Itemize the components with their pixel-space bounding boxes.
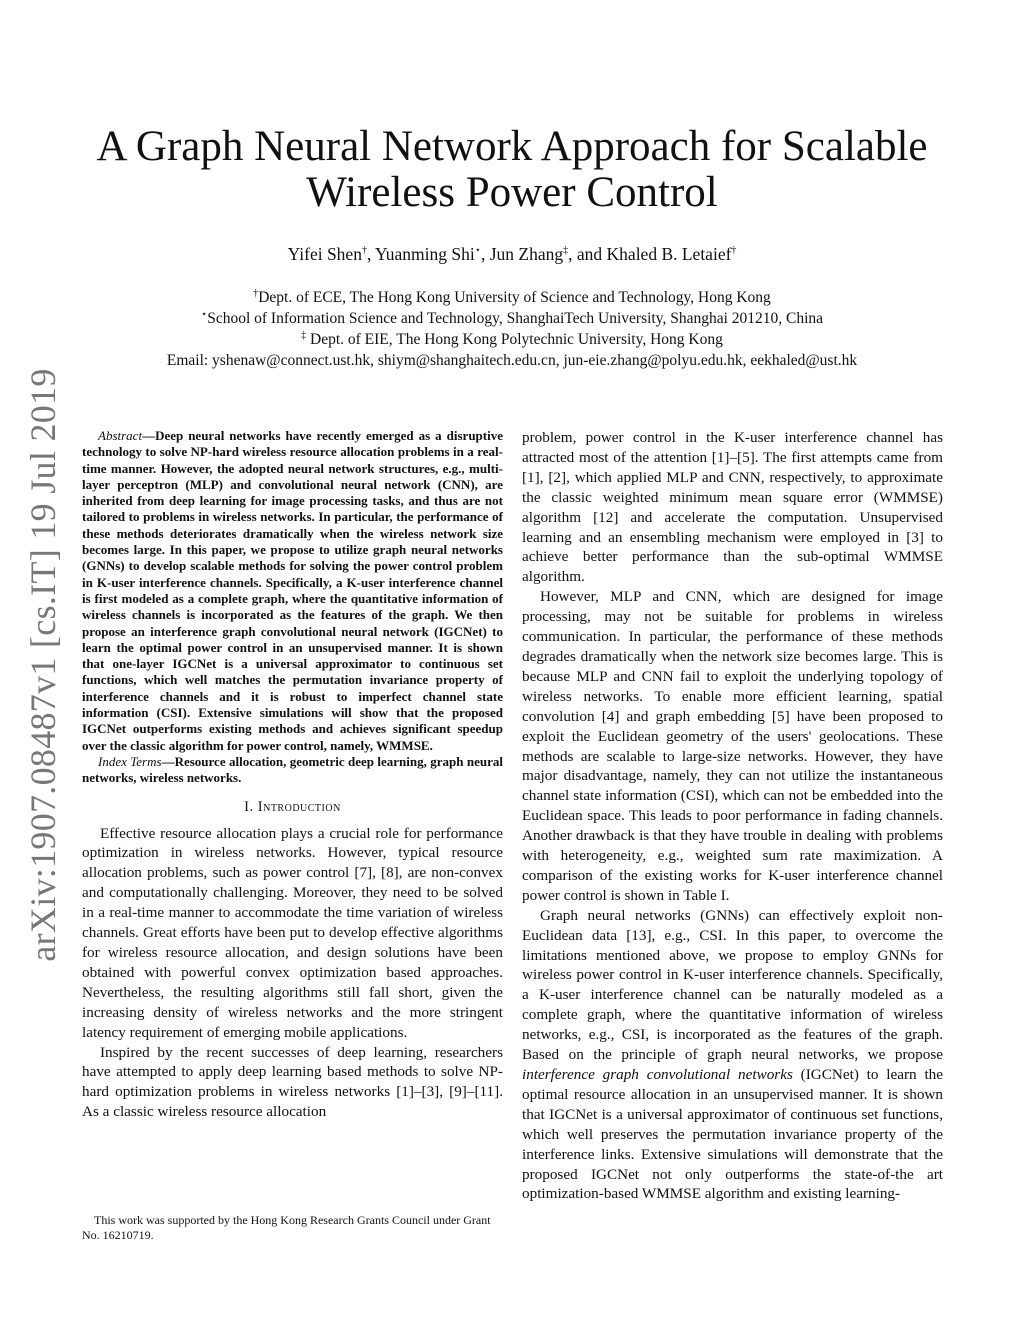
affil-2-mark: ⋆ [200, 308, 208, 320]
intro-paragraph-2: Inspired by the recent successes of deep learning, researchers have attempted to apply deep learning based methods to solve NP-hard optimization problems in wireless networks [1]–[3], [9]–[11]. As a classic wireless resource allocation [82, 1043, 503, 1121]
right-column [522, 428, 943, 1204]
affil-3-mark: ‡ [301, 329, 307, 341]
arxiv-stamp [18, 368, 68, 962]
affil-2-text: School of Information Science and Technology, ShanghaiTech University, Shanghai 201210, China [207, 310, 824, 327]
index-terms-text: —Resource allocation, geometric deep learning, graph neural networks, wireless networks. [82, 753, 503, 786]
paper-title [80, 124, 944, 216]
affil-1-mark: † [253, 287, 259, 299]
footnote: This work was supported by the Hong Kong Research Grants Council under Grant No. 16210719. [82, 1213, 491, 1242]
author-4: , and Khaled B. Letaief [568, 244, 732, 264]
arxiv-stamp-text: arXiv:1907.08487v1 [cs.IT] 19 Jul 2019 [23, 368, 63, 962]
abstract-label: Abstract [98, 428, 143, 443]
index-terms-label: Index Terms [98, 753, 162, 769]
section-title: Introduction [257, 798, 341, 815]
abstract-text: —Deep neural networks have recently emerged as a disruptive technology to solve NP-hard wireless resource allocation problems in a real-time manner. However, the adopted neural network structures, e.g., multi-layer perceptron (MLP) and convolutional neural network (CNN), are inherited from deep learning for image processing tasks, and thus are not tailored to problems in wireless networks. In particular, the performance of these methods deteriorates dramatically when the wireless network size becomes large. In this paper, we propose to utilize graph neural networks (GNNs) to develop scalable methods for solving the power control problem in K-user interference channels. Specifically, a K-user interference channel is first modeled as a complete graph, where the quantitative information of wireless channels is incorporated as the features of the graph. We then propose an interference graph convolutional neural network (IGCNet) to learn the optimal power control in an unsupervised manner. It is shown that one-layer IGCNet is a universal approximator to continuous set functions, which well matches the permutation invariance property of interference channels and it is robust to imperfect channel state information (CSI). Extensive simulations will show that the proposed IGCNet outperforms existing methods and achieves significant speedup over the classic algorithm for power control, namely, WMMSE. [82, 428, 503, 753]
affiliation-2 [80, 308, 944, 329]
abstract [82, 428, 503, 787]
intro-paragraph-1: Effective resource allocation plays a crucial role for performance optimization in wireless networks. However, typical resource allocation problems, such as power control [7], [8], are non-convex and computationally challenging. Moreover, they need to be solved in a real-time manner to accommodate the time variation of wireless channels. Great efforts have been put to develop effective algorithms for wireless resource allocation, and design solutions have been obtained with powerful convex optimization based approaches. Nevertheless, the resulting algorithms still fall short, given the increasing density of wireless networks and the more stringent latency requirement of emerging mobile applications. [82, 824, 503, 1041]
dagger-mark-2: † [731, 245, 737, 257]
section-heading [82, 799, 503, 816]
author-3: , Jun Zhang [480, 244, 564, 264]
section-number: I. [244, 798, 258, 815]
author-1: Yifei Shen [287, 244, 362, 264]
affiliations [80, 287, 944, 371]
right-paragraph-2: However, MLP and CNN, which are designed for image processing, may not be suitable for problems in wireless communication. In particular, the performance of these methods degrades dramatically when the network size becomes large. This is because MLP and CNN fail to exploit the underlying topology of wireless networks. To enable more efficient learning, spatial convolution [4] and graph embedding [5] have been proposed to exploit the Euclidean geometry of the users' geolocations. These methods are scalable to large-size networks. However, they have major disadvantage, namely, they can not utilize the instantaneous channel state information (CSI), which can not be embedded into the Euclidean space. This leads to poor performance in fading channels. Another drawback is that they have trouble in dealing with problems with heterogeneity, e.g., weighted sum rate maximization. A comparison of the existing works for K-user interference channel power control is shown in Table I. [522, 588, 943, 904]
abstract-paragraph [82, 428, 503, 754]
affiliation-1 [80, 287, 944, 308]
affiliation-3 [80, 329, 944, 350]
dagger-mark: † [361, 245, 367, 257]
right-paragraph-3-b: (IGCNet) to learn the optimal resource allocation in an unsupervised manner. It is shown that IGCNet is a universal approximator of continuous set functions, which well preserves the permutation invariance property of the interference links. Extensive simulations will demonstrate that the proposed IGCNet not only outperforms the state-of-the art optimization-based WMMSE algorithm and existing learning- [522, 1066, 944, 1203]
affil-3-text: Dept. of EIE, The Hong Kong Polytechnic University, Hong Kong [306, 331, 723, 348]
title-line-1: A Graph Neural Network Approach for Scalable [96, 123, 928, 170]
left-column [82, 428, 503, 1122]
affil-1-text: Dept. of ECE, The Hong Kong University of Science and Technology, Hong Kong [258, 289, 771, 306]
email-line: Email: yshenaw@connect.ust.hk, shiym@shanghaitech.edu.cn, jun-eie.zhang@polyu.edu.hk, eekhaled@ust.hk [166, 352, 858, 369]
star-mark: ⋆ [474, 245, 481, 257]
author-2: , Yuanming Shi [366, 244, 475, 264]
title-line-2: Wireless Power Control [306, 169, 718, 216]
igcnet-term: interference graph convolutional networks [522, 1066, 793, 1083]
index-terms [82, 754, 503, 787]
author-list [80, 244, 944, 265]
ddagger-mark: ‡ [563, 245, 569, 257]
right-paragraph-3-a: Graph neural networks (GNNs) can effectively exploit non-Euclidean data [13], e.g., CSI. In this paper, to overcome the limitations mentioned above, we propose to employ GNNs for wireless power control in K-user interference channels. Specifically, a K-user interference channel can be naturally modeled as a complete graph, where the quantitative information of wireless networks, e.g., CSI, is incorporated as the features of the graph. Based on the principle of graph neural networks, we propose [522, 906, 943, 1064]
right-paragraph-3 [522, 906, 943, 1205]
right-paragraph-1: problem, power control in the K-user interference channel has attracted most of the attention [1]–[5]. The first attempts came from [1], [2], which applied MLP and CNN, respectively, to approximate the classic weighted minimum mean square error (WMMSE) algorithm [12] and accelerate the computation. Unsupervised learning and an ensembling mechanism were employed in [3] to achieve better performance than the sub-optimal WMMSE algorithm. [522, 429, 943, 586]
